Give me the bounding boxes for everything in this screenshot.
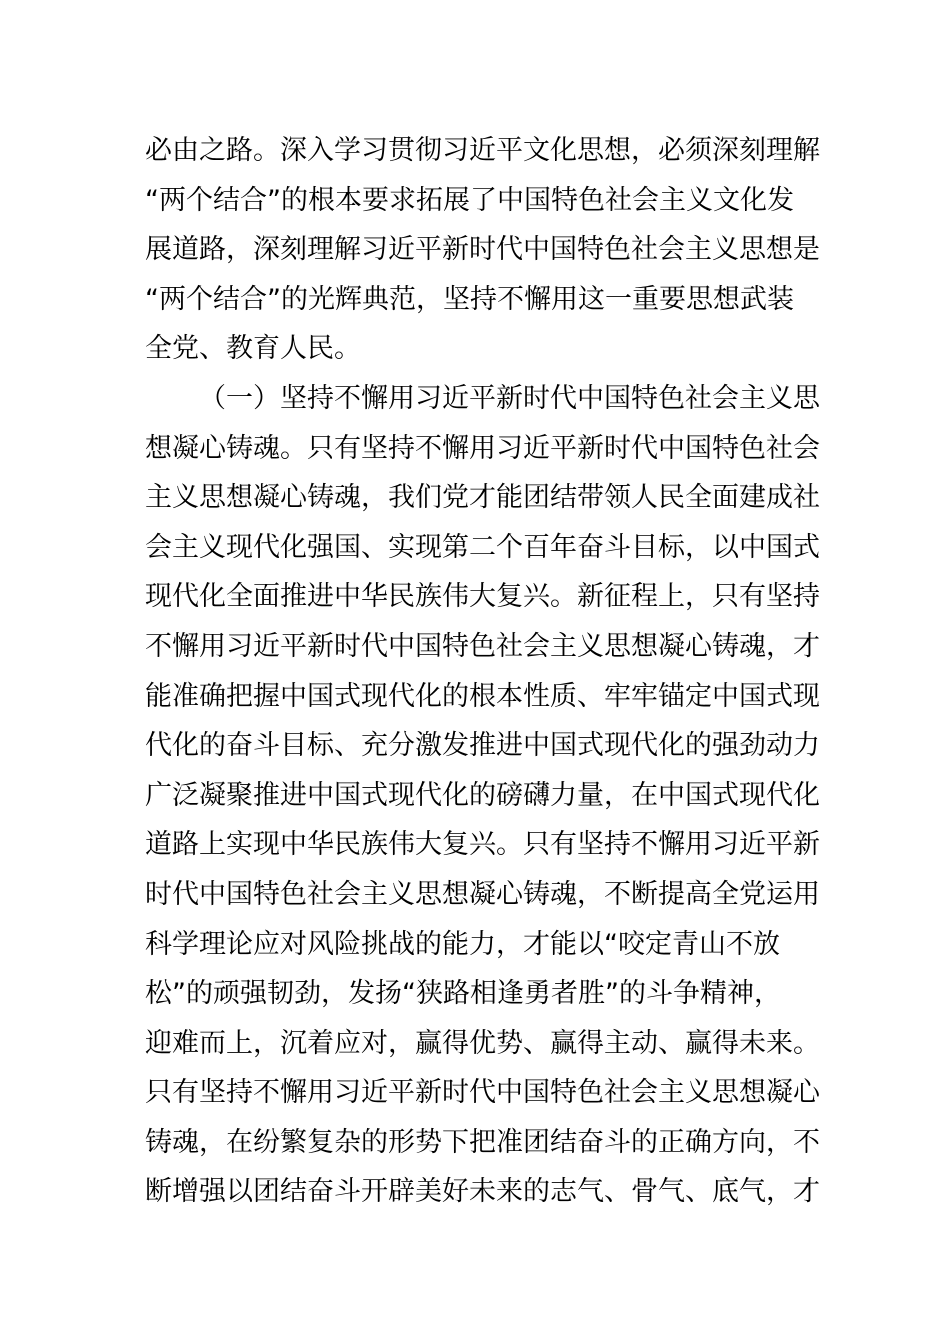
text-line: 代化的奋斗目标、充分激发推进中国式现代化的强劲动力 [145, 730, 820, 762]
text-line: 必由之路。深入学习贯彻习近平文化思想，必须深刻理解 [145, 135, 820, 166]
text-line: 科学理论应对风险挑战的能力，才能以“咬定青山不放 [145, 928, 780, 960]
text-line: 只有坚持不懈用习近平新时代中国特色社会主义思想凝心 [145, 1077, 820, 1109]
text-line: 想凝心铸魂。只有坚持不懈用习近平新时代中国特色社会 [145, 432, 820, 464]
section-heading-line: （一）坚持不懈用习近平新时代中国特色社会主义思 [199, 382, 820, 414]
text-line: 广泛凝聚推进中国式现代化的磅礴力量，在中国式现代化 [145, 779, 820, 811]
text-line: 展道路，深刻理解习近平新时代中国特色社会主义思想是 [145, 234, 820, 266]
text-line: “两个结合”的根本要求拓展了中国特色社会主义文化发 [145, 184, 794, 216]
text-line: “两个结合”的光辉典范，坚持不懈用这一重要思想武装 [145, 283, 794, 315]
text-line: 铸魂，在纷繁复杂的形势下把准团结奋斗的正确方向，不 [145, 1126, 820, 1158]
text-line: 全党、教育人民。 [145, 333, 361, 365]
text-line: 能准确把握中国式现代化的根本性质、牢牢锚定中国式现 [145, 680, 820, 712]
text-line: 断增强以团结奋斗开辟美好未来的志气、骨气、底气，才 [145, 1176, 820, 1208]
text-line: 不懈用习近平新时代中国特色社会主义思想凝心铸魂，才 [145, 630, 820, 662]
text-line: 道路上实现中华民族伟大复兴。只有坚持不懈用习近平新 [145, 829, 820, 861]
text-line: 时代中国特色社会主义思想凝心铸魂，不断提高全党运用 [145, 878, 820, 910]
text-line: 现代化全面推进中华民族伟大复兴。新征程上，只有坚持 [145, 581, 820, 613]
text-line: 迎难而上，沉着应对，赢得优势、赢得主动、赢得未来。 [145, 1027, 820, 1059]
text-line: 主义思想凝心铸魂，我们党才能团结带领人民全面建成社 [145, 482, 820, 514]
body-text [145, 126, 820, 1217]
text-line: 会主义现代化强国、实现第二个百年奋斗目标，以中国式 [145, 531, 820, 563]
text-line: 松”的顽强韧劲，发扬“狭路相逢勇者胜”的斗争精神， [145, 978, 781, 1010]
